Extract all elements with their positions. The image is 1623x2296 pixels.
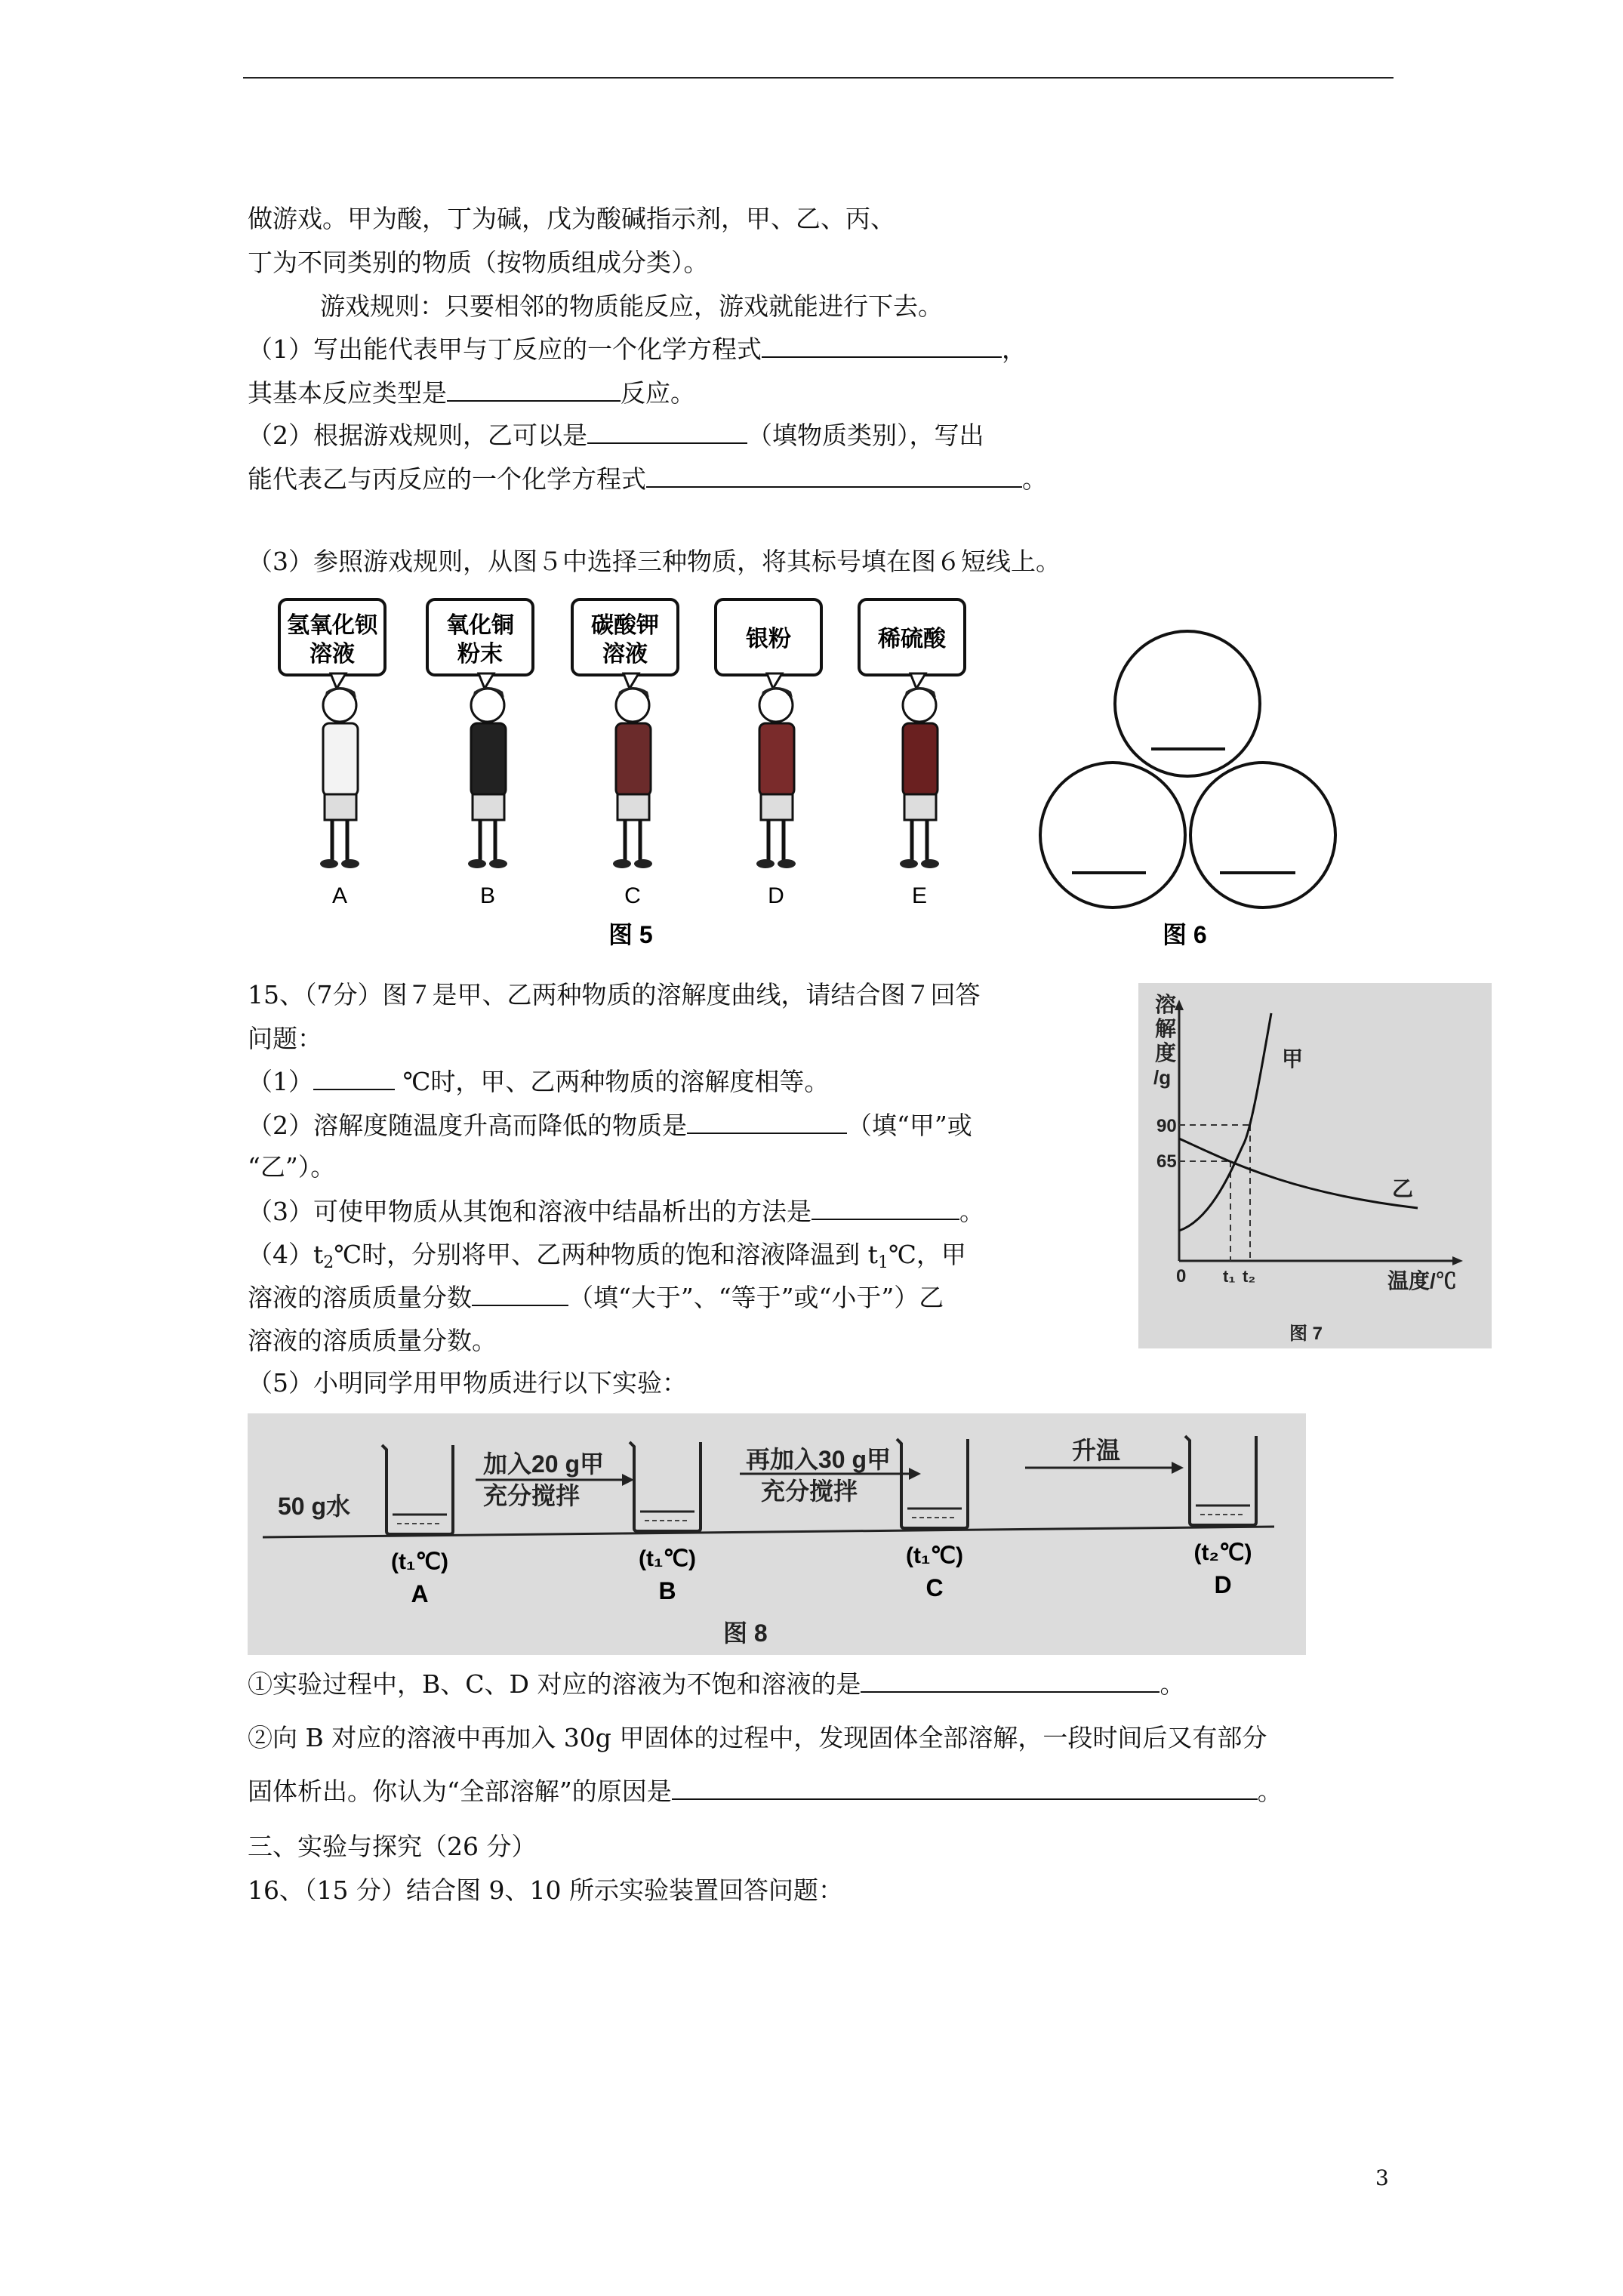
beaker-label: D xyxy=(1214,1571,1232,1598)
water-label: 50 g水 xyxy=(278,1493,351,1520)
kid-label: D xyxy=(768,883,784,908)
answer-blank[interactable] xyxy=(812,1196,959,1220)
question-16: 16、（15 分）结合图 9、10 所示实验装置回答问题： xyxy=(248,1875,843,1905)
beaker-temp: (t₂℃) xyxy=(1193,1540,1252,1565)
question-15-5: （5）小明同学用甲物质进行以下实验： xyxy=(248,1368,687,1398)
game-rules: 游戏规则：只要相邻的物质能反应，游戏就能进行下去。 xyxy=(320,291,943,321)
kid-body xyxy=(471,723,506,796)
origin-label: 0 xyxy=(1176,1266,1187,1287)
bubble-text: 氢氧化钡 xyxy=(287,613,377,638)
speech-bubble-tail xyxy=(624,673,639,689)
answer-blank[interactable] xyxy=(313,1066,395,1090)
figure-7-chart xyxy=(1138,983,1492,1348)
kid-shorts xyxy=(904,794,936,820)
kid-label: C xyxy=(624,883,641,908)
bubble-text: 稀硫酸 xyxy=(878,627,946,652)
kid-label: A xyxy=(331,883,348,908)
circle-top xyxy=(1115,631,1260,776)
ytick-label: 90 xyxy=(1156,1116,1177,1136)
ylabel-char: /g xyxy=(1153,1066,1172,1089)
question-15-5-2-cont: 固体析出。你认为“全部溶解”的原因是 。 xyxy=(248,1777,1283,1806)
beaker-label: C xyxy=(925,1574,944,1601)
bubble-text: 氧化铜 xyxy=(446,613,514,638)
text-line: 做游戏。甲为酸，丁为碱，戊为酸碱指示剂，甲、乙、丙、 xyxy=(248,204,895,233)
kid-e xyxy=(859,599,965,908)
xtick-label: t₁ xyxy=(1223,1267,1236,1286)
beaker-label: B xyxy=(658,1577,676,1604)
step-2-line2: 充分搅拌 xyxy=(761,1478,858,1505)
header-rule xyxy=(243,77,1394,79)
question-15-5-2: ②向 B 对应的溶液中再加入 30g 甲固体的过程中，发现固体全部溶解，一段时间后又有部分 xyxy=(248,1723,1267,1752)
chart-background xyxy=(1138,983,1492,1348)
question-15-3: （3）可使甲物质从其饱和溶液中结晶析出的方法是 。 xyxy=(248,1197,984,1226)
kid-shoe xyxy=(778,859,796,868)
question-2-cont: 能代表乙与丙反应的一个化学方程式 。 xyxy=(248,464,1047,494)
kid-body xyxy=(759,723,794,796)
beaker-temp: (t₁℃) xyxy=(390,1549,449,1574)
text-line: 丁为不同类别的物质（按物质组成分类）。 xyxy=(248,248,709,277)
ylabel-char: 度 xyxy=(1155,1041,1177,1065)
kid-label: E xyxy=(911,883,928,908)
speech-bubble-tail xyxy=(331,673,346,689)
kid-d xyxy=(716,599,821,908)
kid-label: B xyxy=(479,883,496,908)
answer-blank[interactable] xyxy=(472,1282,568,1306)
kid-shoe xyxy=(468,859,486,868)
question-15-4: $(4)t_2℃$时，分别将甲、乙两种物质的饱和溶液降温到 $t_1℃$，甲 xyxy=(248,1240,966,1272)
question-1-cont: 其基本反应类型是 反应。 xyxy=(248,378,695,408)
kid-shoe xyxy=(489,859,507,868)
answer-blank[interactable] xyxy=(587,420,747,444)
bubble-text: 溶液 xyxy=(602,642,648,667)
question-15-cont: 问题： xyxy=(248,1024,322,1053)
question-15-2-cont: “乙”）。 xyxy=(248,1152,336,1182)
bubble-text: 溶液 xyxy=(310,642,355,667)
question-3: （3）参照游戏规则，从图５中选择三种物质，将其标号填在图６短线上。 xyxy=(248,547,1061,576)
bubble-text: 粉末 xyxy=(457,642,503,667)
kid-shoe xyxy=(320,859,338,868)
figure-7-caption: 图 7 xyxy=(1289,1324,1323,1344)
answer-blank[interactable] xyxy=(861,1669,1160,1693)
figure-8 xyxy=(248,1413,1306,1655)
kid-c xyxy=(572,599,678,908)
answer-blank[interactable] xyxy=(447,378,621,402)
beaker-label: A xyxy=(411,1580,429,1607)
step-2-line1: 再加入30 g甲 xyxy=(746,1446,892,1473)
question-15: 15、（7分）图７是甲、乙两种物质的溶解度曲线，请结合图７回答 xyxy=(248,980,981,1009)
question-15-1: （1） ℃时，甲、乙两种物质的溶解度相等。 xyxy=(248,1067,830,1096)
kid-body xyxy=(323,723,358,796)
kid-shoe xyxy=(634,859,652,868)
question-1: （1）写出能代表甲与丁反应的一个化学方程式 ， xyxy=(248,334,1027,364)
ylabel-char: 解 xyxy=(1155,1017,1177,1040)
kid-shoe xyxy=(921,859,939,868)
kid-shoe xyxy=(341,859,359,868)
bubble-text: 碳酸钾 xyxy=(591,613,659,638)
section-3-heading: 三、实验与探究（26 分） xyxy=(248,1832,537,1861)
figure-6 xyxy=(1034,622,1351,954)
beaker-temp: (t₁℃) xyxy=(638,1546,697,1571)
speech-bubble-tail xyxy=(767,673,782,689)
circle-left xyxy=(1040,763,1185,908)
answer-blank[interactable] xyxy=(687,1110,847,1134)
kid-body xyxy=(903,723,938,796)
xtick-label: t₂ xyxy=(1243,1267,1256,1286)
kid-shoe xyxy=(900,859,918,868)
answer-blank[interactable] xyxy=(762,334,1002,358)
circle-right xyxy=(1190,763,1335,908)
kid-a xyxy=(279,599,385,908)
figure-6-caption: 图 6 xyxy=(1163,921,1207,948)
figure-5 xyxy=(254,592,993,954)
bubble-text: 银粉 xyxy=(746,627,791,652)
question-15-4-cont2: 溶液的溶质质量分数。 xyxy=(248,1326,497,1355)
question-2: （2）根据游戏规则，乙可以是 （填物质类别），写出 xyxy=(248,421,984,450)
beaker-temp: (t₁℃) xyxy=(905,1543,964,1568)
xlabel: 温度/℃ xyxy=(1387,1269,1457,1293)
question-15-5-1: ①实验过程中，B、C、D 对应的溶液为不饱和溶液的是 。 xyxy=(248,1669,1185,1699)
answer-blank[interactable] xyxy=(672,1776,1258,1800)
step-1-line1: 加入20 g甲 xyxy=(483,1450,605,1478)
speech-bubble-tail xyxy=(479,673,494,689)
kid-shorts xyxy=(325,794,356,820)
question-15-4-cont: 溶液的溶质质量分数 （填“大于”、“等于”或“小于”）乙 xyxy=(248,1283,944,1312)
page-number: 3 xyxy=(1375,2165,1389,2190)
series-label-yi: 乙 xyxy=(1392,1177,1414,1200)
question-15-2: （2）溶解度随温度升高而降低的物质是 （填“甲”或 xyxy=(248,1111,972,1140)
ytick-label: 65 xyxy=(1156,1151,1177,1172)
kid-b xyxy=(427,599,533,908)
kid-shoe xyxy=(756,859,775,868)
series-label-jia: 甲 xyxy=(1282,1047,1304,1071)
ylabel-char: 溶 xyxy=(1155,993,1177,1016)
kid-shoe xyxy=(613,859,631,868)
speech-bubble-tail xyxy=(910,673,925,689)
kid-shorts xyxy=(473,794,504,820)
figure-8-caption: 图 8 xyxy=(723,1620,768,1647)
kid-shorts xyxy=(617,794,649,820)
step-3-line1: 升温 xyxy=(1072,1437,1121,1464)
figure-5-caption: 图 5 xyxy=(608,921,653,948)
kid-body xyxy=(616,723,651,796)
kid-shorts xyxy=(761,794,793,820)
answer-blank[interactable] xyxy=(646,464,1022,488)
step-1-line2: 充分搅拌 xyxy=(483,1482,581,1509)
